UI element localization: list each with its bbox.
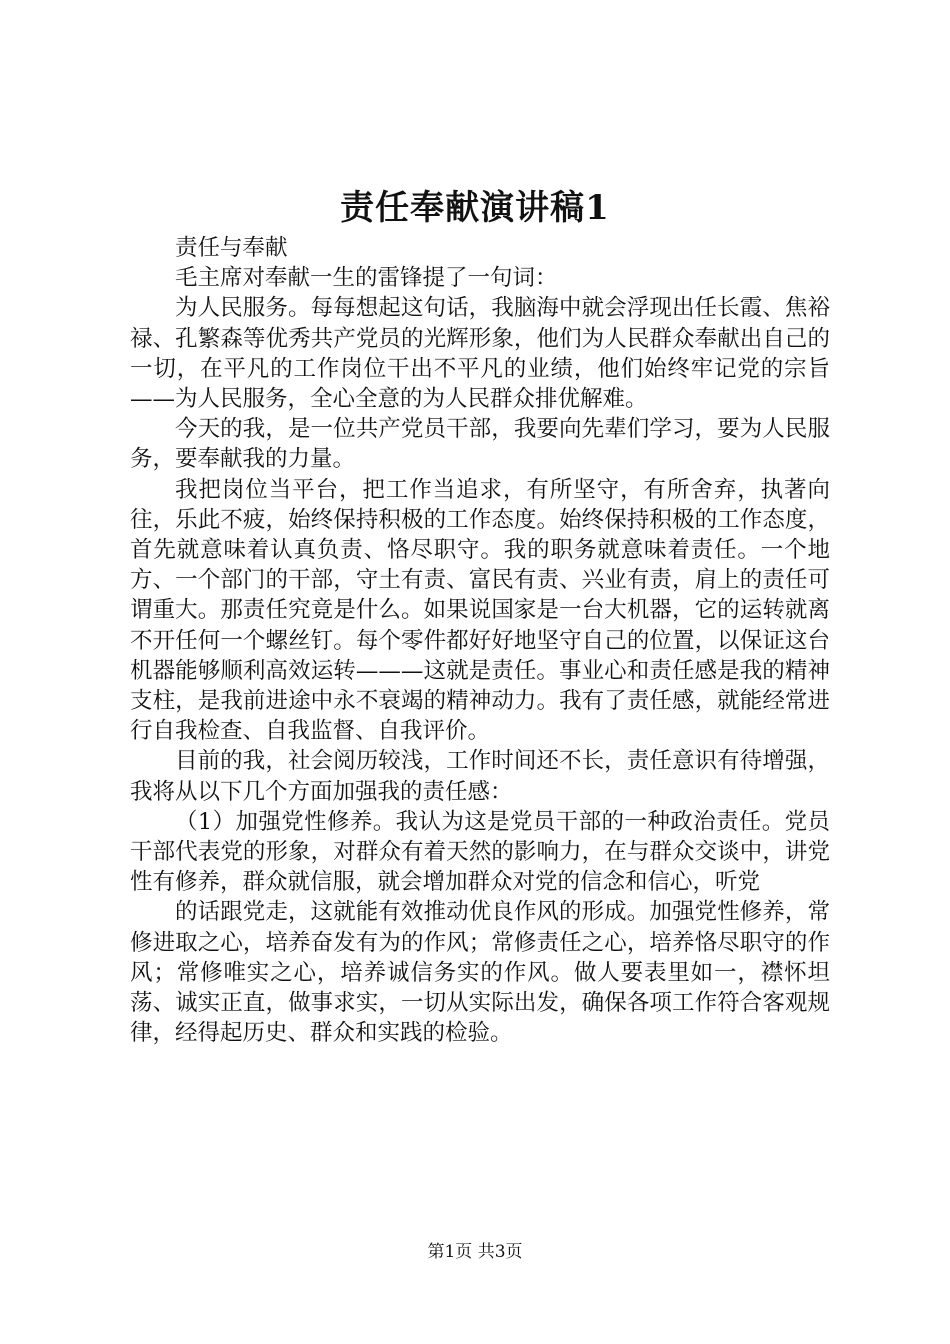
paragraph: 今天的我，是一位共产党员干部，我要向先辈们学习，要为人民服务，要奉献我的力量。	[130, 416, 830, 473]
paragraph-heading: 责任与奉献	[175, 235, 288, 261]
paragraph: 目前的我，社会阅历较浅，工作时间还不长，责任意识有待增强，我将从以下几个方面加强我的责任感：	[130, 748, 830, 805]
paragraph: 毛主席对奉献一生的雷锋提了一句词：	[175, 265, 558, 292]
page-number-footer: 第1页 共3页	[427, 1242, 523, 1262]
paragraph: 我把岗位当平台，把工作当追求，有所坚守，有所舍弃，执著向往，乐此不疲，始终保持积极的工作态度。始终保持积极的工作态度，首先就意味着认真负责、恪尽职守。我的职务就意味着责任。一个地方、一个部门的干部，守土有责、富民有责、兴业有责，肩上的责任可谓重大。那责任究竟是什么。如果说国家是一台大机器，它的运转就离不开任何一个螺丝钉。每个零件都好好地坚守自己的位置，以保证这台机器能够顺利高效运转———这就是责任。事业心和责任感是我的精神支柱，是我前进途中永不衰竭的精神动力。我有了责任感，就能经常进行自我检查、自我监督、自我评价。	[130, 476, 830, 745]
document-body	[130, 233, 830, 1048]
paragraph: 的话跟党走，这就能有效推动优良作风的形成。加强党性修养，常修进取之心，培养奋发有为的作风；常修责任之心，培养恪尽职守的作风；常修唯实之心，培养诚信务实的作风。做人要表里如一，襟怀坦荡、诚实正直，做事求实，一切从实际出发，确保各项工作符合客观规律，经得起历史、群众和实践的检验。	[130, 899, 830, 1047]
document-title: 责任奉献演讲稿1	[340, 188, 610, 228]
paragraph: （1）加强党性修养。我认为这是党员干部的一种政治责任。党员干部代表党的形象，对群众有着天然的影响力，在与群众交谈中，讲党性有修养，群众就信服，就会增加群众对党的信念和信心，听党	[130, 808, 830, 896]
paragraph: 为人民服务。每每想起这句话，我脑海中就会浮现出任长霞、焦裕禄、孔繁森等优秀共产党员的光辉形象，他们为人民群众奉献出自己的一切，在平凡的工作岗位干出不平凡的业绩，他们始终牢记党的宗旨——为人民服务，全心全意的为人民群众排优解难。	[130, 295, 830, 413]
